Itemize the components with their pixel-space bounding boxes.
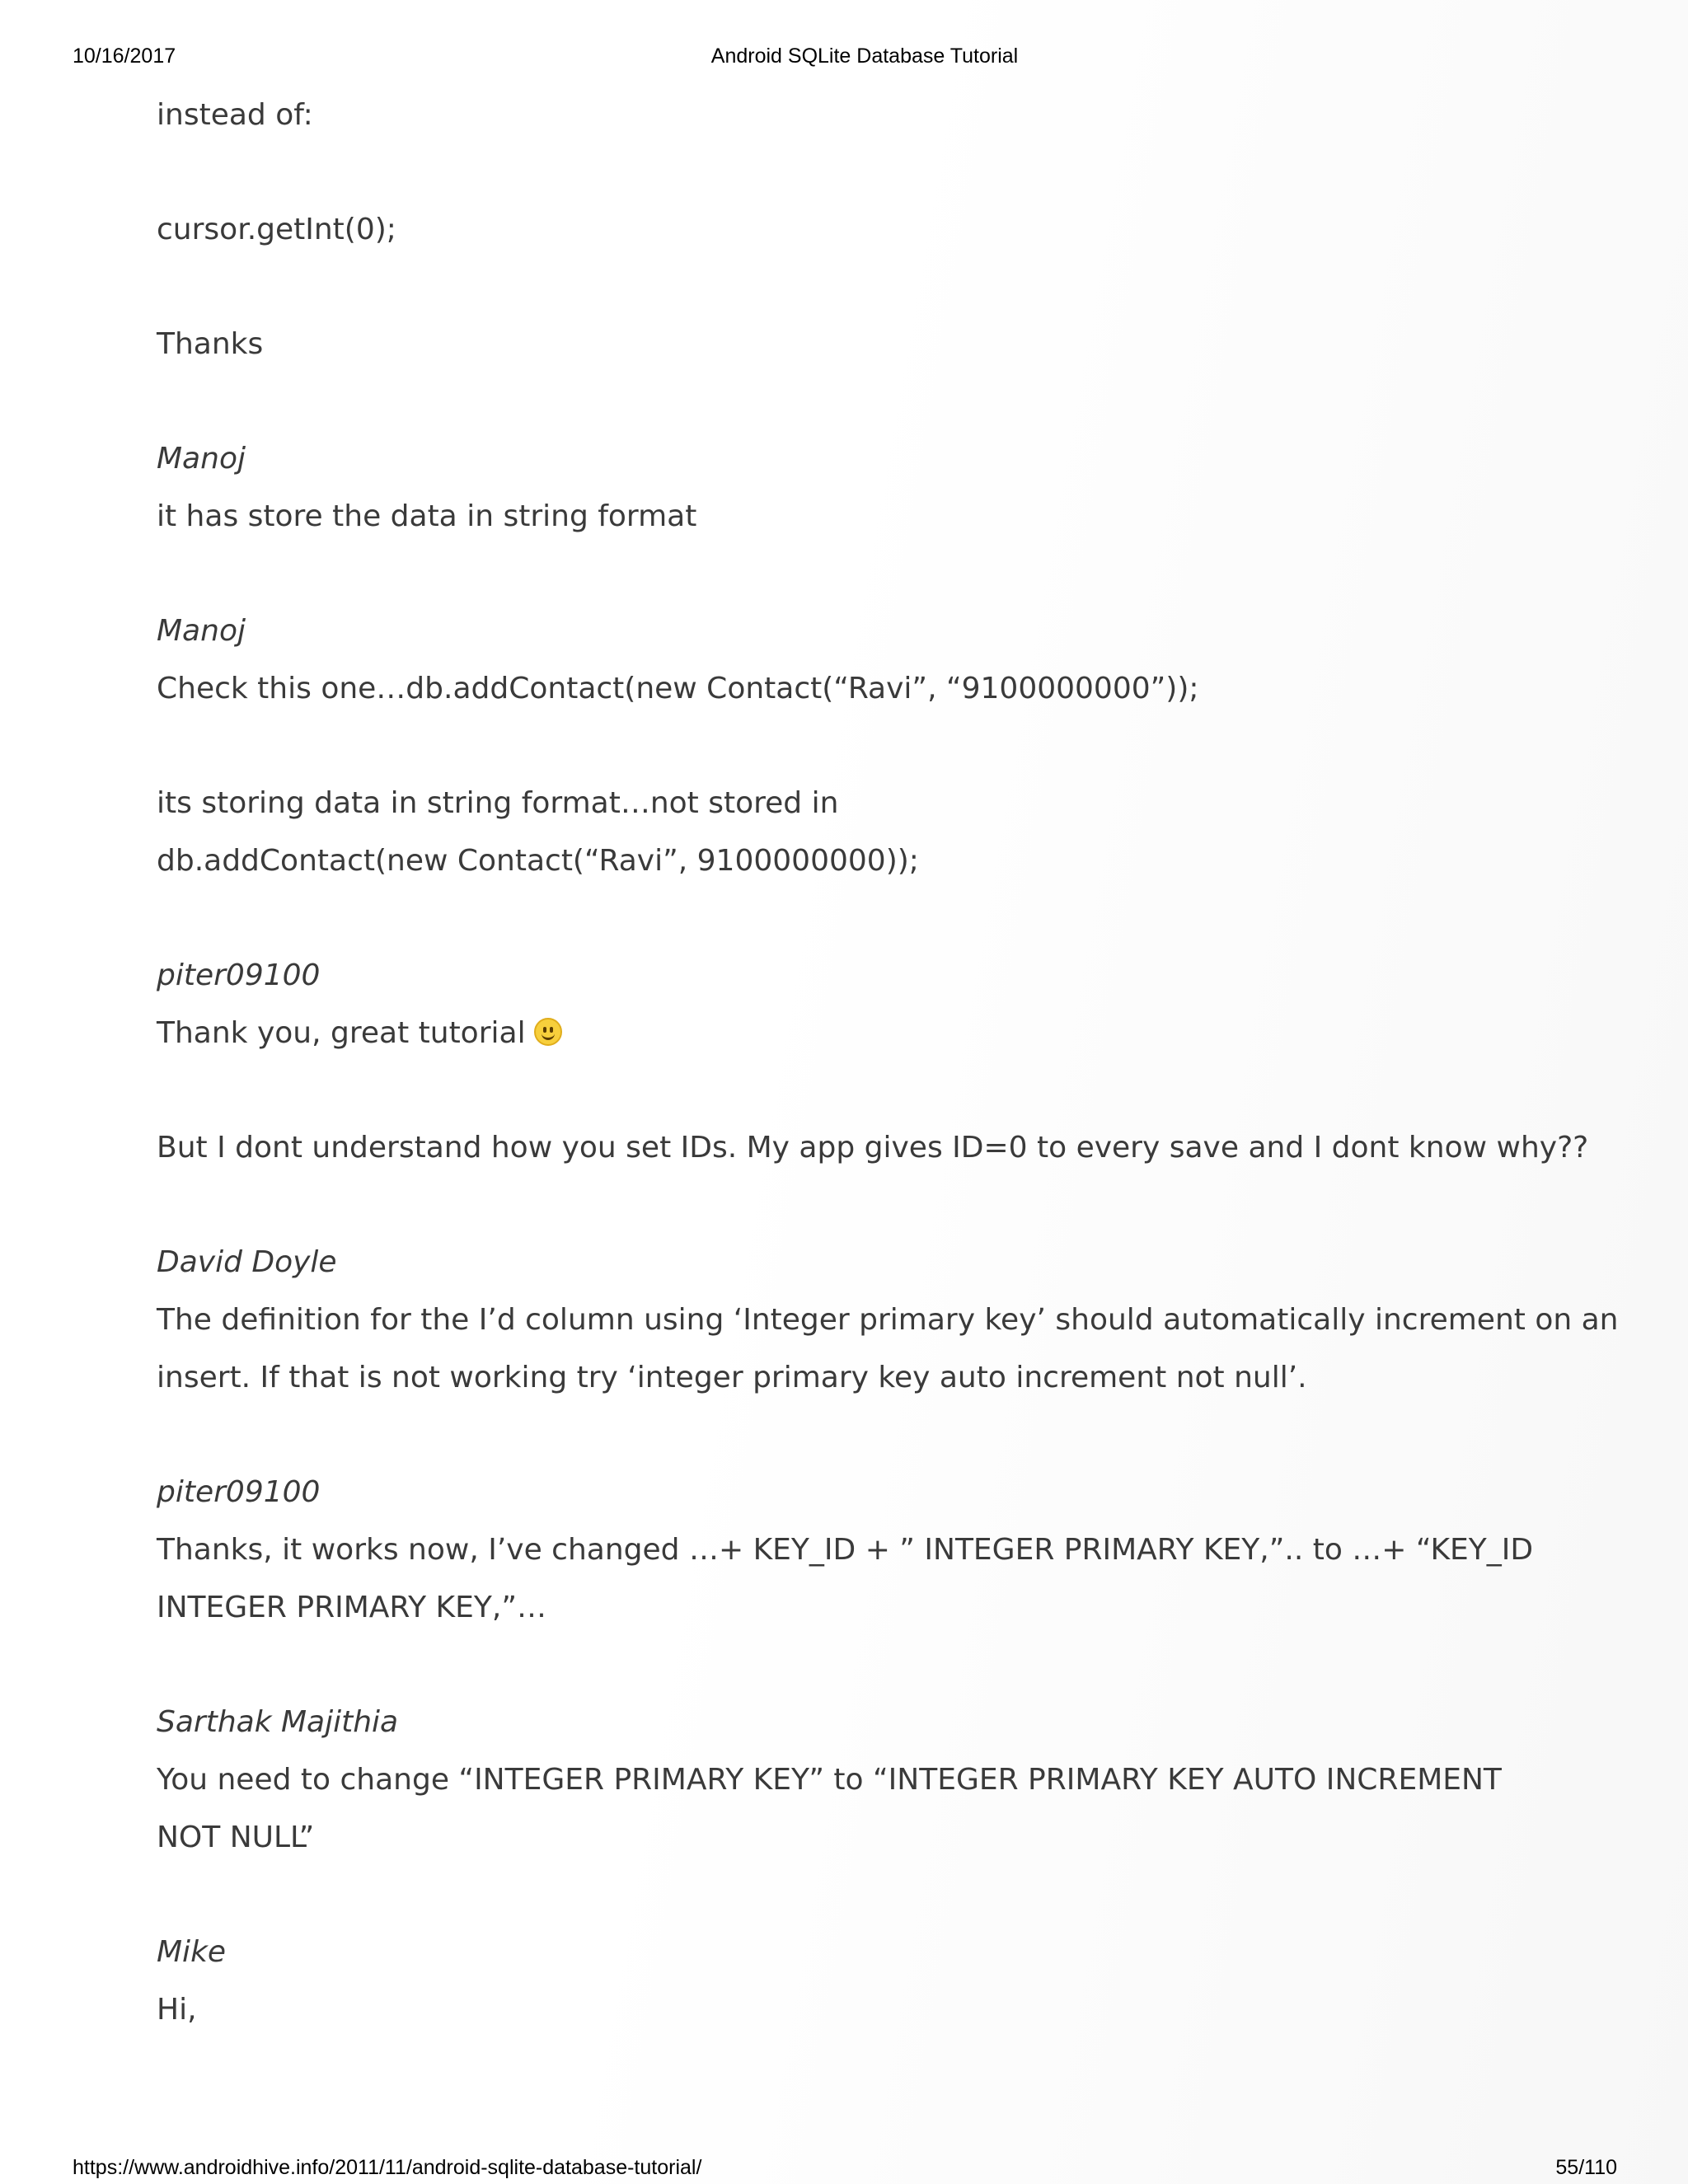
comment-thread (157, 87, 1619, 2039)
comment-author: Sarthak Majithia (157, 1705, 399, 1739)
comment-text: db.addContact(new Contact(“Ravi”, 9100000000)); (157, 844, 919, 878)
comment-author: piter09100 (157, 1475, 321, 1509)
comment-text: Thanks, it works now, I’ve changed …+ KEY_ID + ” INTEGER PRIMARY KEY,”.. to …+ “KEY_ID (157, 1533, 1534, 1567)
page-title: Android SQLite Database Tutorial (710, 45, 1019, 68)
comment-text: Hi, (157, 1993, 197, 2027)
print-date: 10/16/2017 (73, 45, 176, 68)
comment-author: Manoj (157, 442, 246, 476)
comment-author: David Doyle (157, 1245, 337, 1279)
intro-text: Thanks (157, 327, 264, 361)
comment-text: But I dont understand how you set IDs. My app gives ID=0 to every save and I dont know why?? (157, 1131, 1589, 1165)
comment-text: You need to change “INTEGER PRIMARY KEY” to “INTEGER PRIMARY KEY AUTO INCREMENT (157, 1763, 1502, 1797)
comment-text (157, 1005, 1508, 1062)
comment-author: piter09100 (157, 958, 321, 992)
smiley-icon (534, 1018, 562, 1046)
comment-text: Check this one…db.addContact(new Contact(“Ravi”, “9100000000”)); (157, 672, 1199, 705)
comment-text: INTEGER PRIMARY KEY,”… (157, 1591, 546, 1624)
comment-text: The definition for the I’d column using ‘Integer primary key’ should automatically increment on an (157, 1303, 1619, 1337)
comment-text: it has store the data in string format (157, 499, 697, 533)
comment-author: Manoj (157, 614, 246, 648)
comment-text: NOT NULL” (157, 1821, 315, 1854)
code-snippet: cursor.getInt(0); (157, 213, 396, 246)
intro-text: instead of: (157, 98, 313, 132)
comment-text: insert. If that is not working try ‘integer primary key auto increment not null’. (157, 1361, 1307, 1394)
page-url: https://www.androidhive.info/2011/11/android-sqlite-database-tutorial/ (73, 2156, 702, 2179)
comment-author: Mike (157, 1935, 227, 1969)
page-number: 55/110 (1555, 2156, 1617, 2179)
comment-text-span: Thank you, great tutorial (157, 1016, 526, 1050)
comment-text: its storing data in string format…not stored in (157, 786, 839, 820)
